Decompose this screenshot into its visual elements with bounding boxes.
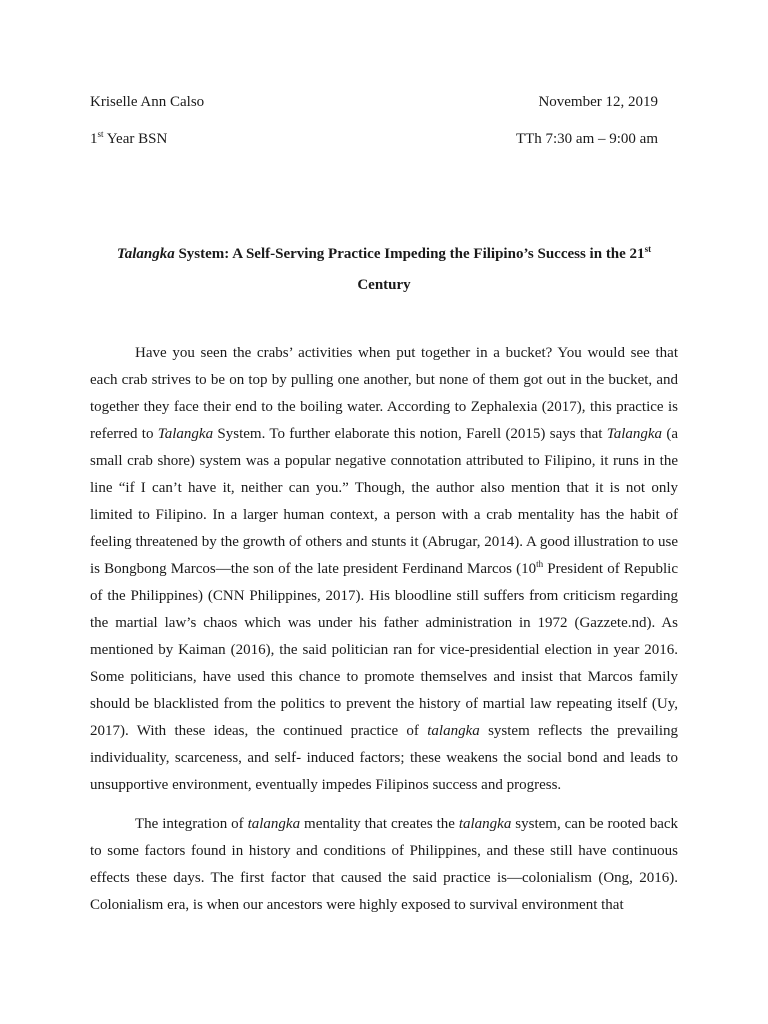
submission-date: November 12, 2019: [538, 94, 658, 110]
essay-title: [90, 239, 678, 301]
paragraph-2: [90, 811, 678, 919]
p1-italic-3: talangka: [427, 723, 480, 739]
title-end: Century: [357, 277, 411, 293]
title-italic: Talangka: [116, 246, 175, 262]
p2-italic-2: talangka: [458, 816, 512, 832]
p1-italic-1: Talangka: [157, 426, 214, 442]
p2-text-a: The integration of: [135, 816, 248, 832]
p1-text-e: system reflects the prevailing individuality, scarceness, and self- induced factors; these weakens the social bond and leads to unsupportive environment, eventually impedes Filipinos success and progress.: [90, 723, 678, 793]
p1-italic-2: Talangka: [606, 426, 663, 442]
paragraph-1: [90, 340, 678, 799]
p1-text-c: (a small crab shore) system was a popular negative connotation attributed to Filipino, it runs in the line “if I can’t have it, neither can you.” Though, the author also mention that it is not only limited to Filipino. In a larger human context, a person with a crab mentality has the habit of feeling threatened by the growth of others and stunts it (Abrugar, 2014). A good illustration to use is Bongbong Marcos—the son of the late president Ferdinand Marcos (10: [90, 426, 679, 577]
year-level: [90, 129, 167, 149]
p1-text-a: Have you seen the crabs’ activities when put together in a bucket? You would see that each crab strives to be on top by pulling one another, but none of them got out in the bucket, and together they face their end to the boiling water. According to Zephalexia (2017), this practice is referred to: [90, 345, 678, 442]
header-row-2: [90, 129, 658, 149]
class-schedule: TTh 7:30 am – 9:00 am: [515, 131, 658, 147]
title-main: System: A Self-Serving Practice Impeding the Filipino’s Success in the 21: [174, 246, 645, 262]
year-superscript: st: [97, 129, 104, 139]
p2-text-b: mentality that creates the: [300, 816, 459, 832]
author-name: Kriselle Ann Calso: [90, 94, 205, 110]
p2-italic-1: talangka: [247, 816, 301, 832]
p1-text-d: President of Republic of the Philippines) (CNN Philippines, 2017). His bloodline still suffers from criticism regarding the martial law’s chaos which was under his father administration in 1972 (Gazzete.nd). As mentioned by Kaiman (2016), the said politician ran for vice-presidential election in year 2016. Some politicians, have used this chance to promote themselves and insist that Marcos family should be blacklisted from the politics to prevent the history of martial law repeating itself (Uy, 2017). With these ideas, the continued practice of: [90, 561, 678, 739]
year-number: 1: [90, 131, 98, 147]
p2-text-c: system, can be rooted back to some factors found in history and conditions of Philippines, and these still have continuous effects these days. The first factor that caused the said practice is—colonialism (Ong, 2016). Colonialism era, is when our ancestors were highly exposed to survival environment that: [90, 816, 679, 913]
p1-superscript: th: [536, 559, 544, 569]
title-superscript: st: [644, 244, 652, 254]
p1-text-b: System. To further elaborate this notion, Farell (2015) says that: [213, 426, 607, 442]
year-rest: Year BSN: [103, 131, 168, 147]
header-row-1: [90, 92, 658, 112]
essay-body: [90, 340, 678, 931]
